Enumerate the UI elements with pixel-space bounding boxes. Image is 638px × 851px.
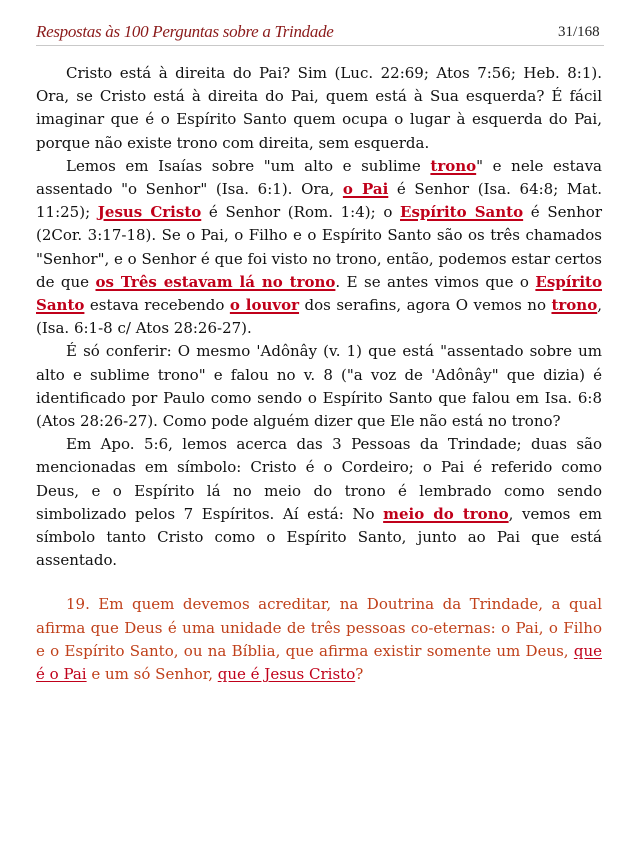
text-segment: É só conferir: O mesmo 'Adônây (v. 1) que está "assentado sobre um alto e sublime trono" e falou no v. 8 ("a voz de 'Adônây" que dizia) é identificado por Paulo como sendo o Espírito Santo que falou em Isa. 6:8 (Atos 28:26-27). Como pode alguém dizer que Ele não está no trono? [36, 342, 602, 431]
page-body [36, 62, 602, 686]
paragraph-adonay [36, 340, 602, 433]
text-segment: , vemos em símbolo tanto Cristo como o Espírito Santo, junto ao Pai que está assentado. [36, 504, 602, 570]
emphasis-trono: trono [430, 156, 477, 175]
text-segment: . E se antes vimos que o [335, 272, 536, 291]
text-segment: é Senhor (Isa. 64:8; Mat. 11:25); [36, 180, 602, 222]
text-segment: estava recebendo [84, 296, 230, 315]
page-header [0, 0, 638, 52]
underlined-que-e-jesus-cristo: que é Jesus Cristo [217, 665, 356, 684]
question-text: ? [355, 665, 364, 684]
text-segment: dos serafins, agora O vemos no [299, 296, 552, 315]
question-text: e um só Senhor, [86, 665, 218, 684]
text-segment: é Senhor (Rom. 1:4); o [201, 203, 401, 222]
question-19 [36, 593, 602, 686]
emphasis-espirito-santo: Espírito Santo [400, 203, 524, 222]
paragraph-isaiah-throne [36, 155, 602, 341]
text-segment: , (Isa. 6:1-8 c/ Atos 28:26-27). [36, 296, 602, 338]
header-divider [36, 45, 604, 46]
paragraph-apocalypse [36, 433, 602, 572]
emphasis-o-louvor: o louvor [229, 296, 300, 315]
emphasis-jesus-cristo: Jesus Cristo [97, 203, 202, 222]
underlined-que-e-o-pai: que é o Pai [36, 641, 602, 684]
emphasis-os-tres-no-trono: os Três estavam lá no trono [95, 272, 336, 291]
text-segment: é Senhor (2Cor. 3:17-18). Se o Pai, o Filho e o Espírito Santo são os três chamados "Senhor", e o Senhor é que foi visto no trono, então, podemos estar certos de que [36, 203, 602, 291]
question-text: 19. Em quem devemos acreditar, na Doutrina da Trindade, a qual afirma que Deus é uma unidade de três pessoas co-eternas: o Pai, o Filho e o Espírito Santo, ou na Bíblia, que afirma existir somente um Deus, [36, 595, 602, 660]
paragraph-right-hand [36, 62, 602, 155]
page-number: 31/168 [558, 24, 600, 40]
text-segment: Cristo está à direita do Pai? Sim (Luc. 22:69; Atos 7:56; Heb. 8:1). Ora, se Cristo está à direita do Pai, quem está à Sua esquerda? É fácil imaginar que é o Espírito Santo quem ocupa o lugar à esquerda do Pai, porque não existe trono com direita, sem esquerda. [36, 64, 602, 152]
text-segment: " e nele estava assentado "o Senhor" (Isa. 6:1). Ora, [36, 156, 602, 199]
emphasis-o-pai: o Pai [342, 180, 389, 199]
emphasis-meio-do-trono: meio do trono [383, 504, 509, 523]
text-segment: Lemos em Isaías sobre "um alto e sublime [66, 156, 431, 175]
text-segment: Em Apo. 5:6, lemos acerca das 3 Pessoas da Trindade; duas são mencionadas em símbolo: Cristo é o Cordeiro; o Pai é referido como Deus, e o Espírito lá no meio do trono é lembrado como sendo simbolizado pelos 7 Espíritos. Aí está: No [36, 435, 602, 523]
book-title: Respostas às 100 Perguntas sobre a Trindade [36, 22, 334, 41]
emphasis-trono-2: trono [551, 296, 598, 315]
emphasis-espirito-santo-2: Espírito Santo [36, 272, 602, 315]
